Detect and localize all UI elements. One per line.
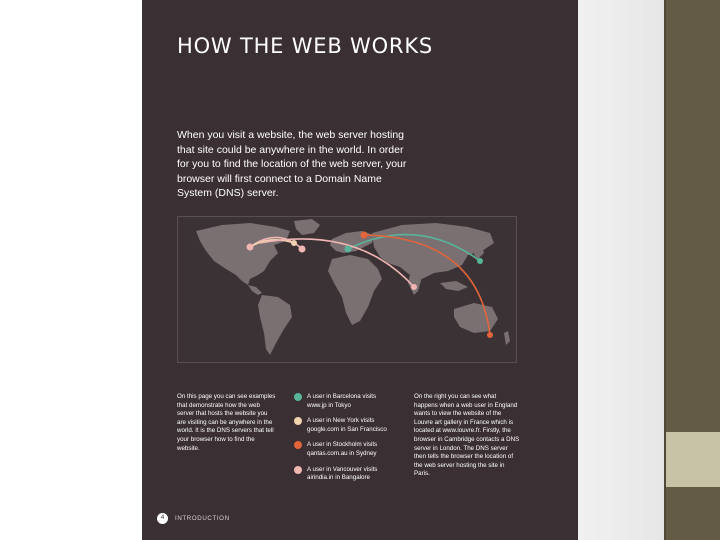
legend-item-new-york (294, 417, 402, 434)
legend-line2: qantas.com.au in Sydney (307, 449, 377, 457)
page-footer (157, 513, 230, 524)
right-column-text: On the right you can see what happens when a web user in England wants to view the website of the Louvre art gallery in France which is located at www.louvre.fr. Firstly, the browser in Cambridge contacts a DNS server in London. The DNS server then tells the browser the location of the web server hosting the site in Paris. (414, 393, 520, 478)
legend-line2: www.jp in Tokyo (307, 401, 351, 409)
legend-item-vancouver (294, 466, 402, 483)
legend-line2: google.com in San Francisco (307, 425, 387, 433)
legend-line1: A user in New York visits (307, 417, 375, 425)
legend-line1: A user in Barcelona visits (307, 393, 377, 400)
legend-line1: A user in Vancouver visits (307, 465, 378, 473)
legend-line1: A user in Stockholm visits (307, 441, 378, 449)
legend (294, 393, 402, 490)
legend-dot (294, 466, 302, 474)
page-number: 4 (157, 513, 168, 524)
legend-item-barcelona (294, 393, 402, 410)
intro-paragraph: When you visit a website, the web server hosting that site could be anywhere in the world. In order for you to find the location of the web server, your browser will first connect to a Domain Name System (DNS) server. (177, 129, 407, 200)
side-bar-accent (666, 432, 720, 487)
left-margin (0, 0, 142, 540)
section-label: INTRODUCTION (175, 515, 230, 522)
left-column-text: On this page you can see examples that demonstrate how the web server that hosts the website you are visiting can be anywhere in the world. It is the DNS servers that tell your browser how to find the website. (177, 393, 276, 452)
world-map-icon (177, 216, 517, 363)
legend-dot (294, 441, 302, 449)
legend-item-stockholm (294, 441, 402, 458)
page-title: HOW THE WEB WORKS (177, 34, 434, 58)
book-page (142, 0, 578, 540)
page-gutter (578, 0, 666, 540)
legend-line2: airindia.in in Bangalore (307, 474, 370, 482)
legend-dot (294, 417, 302, 425)
legend-dot (294, 393, 302, 401)
